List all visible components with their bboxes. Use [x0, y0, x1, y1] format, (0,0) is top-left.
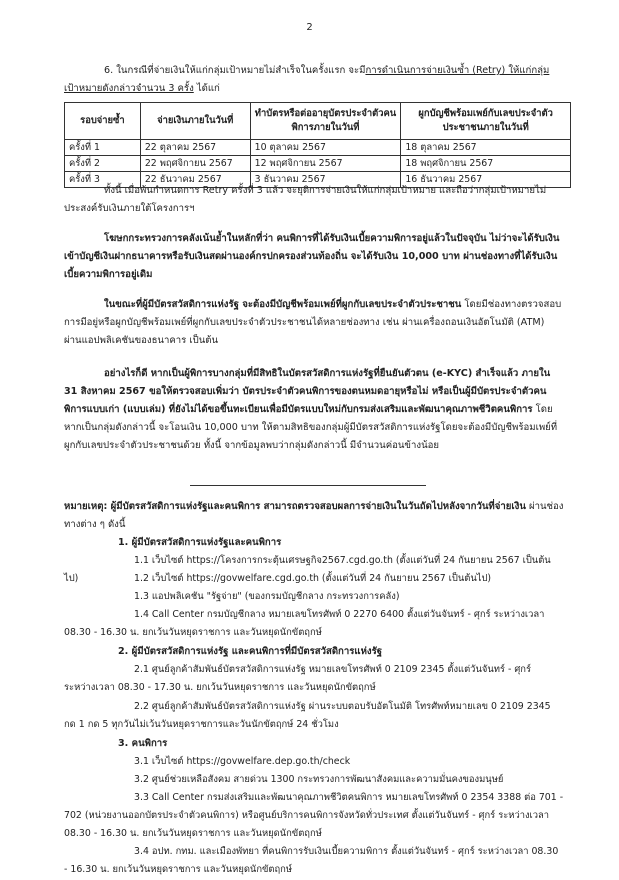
list-item-text: 3.1 เว็บไซต์ https://govwelfare.dep.go.th/check [134, 756, 351, 767]
welfare-card-normal: โดยมีช่องทางตรวจสอบการมีอยู่หรือผูกบัญชีพร้อมเพย์ที่ผูกกับเลขประจำตัวประชาชนได้หลายช่องทาง เช่น ผ่านเครื่องถอนเงินอัตโนมัติ (ATM) ผ่านแอปพลิเคชันของธนาคาร เป็นต้น [64, 299, 562, 346]
table-row [65, 156, 571, 172]
section1-title: 1. ผู้มีบัตรสวัสดิการแห่งรัฐและคนพิการ [118, 537, 282, 548]
table-header-cell: ผูกบัญชีพร้อมเพย์กับเลขประจำตัวประชาชนภายในวันที่ [401, 103, 571, 140]
list-item-text: 3.4 อปท. กทม. และเมืองพัทยา ที่คนพิการรับเงินเบี้ยความพิการ ตั้งแต่วันจันทร์ - ศุกร์ ระหว่างเวลา 08.30 - 16.30 น. ยกเว้นวันหยุดราชการ และวันหยุดนักขัตฤกษ์ [64, 846, 559, 875]
table-cell: 18 ตุลาคม 2567 [401, 140, 571, 156]
retry-schedule-table [64, 102, 571, 188]
table-cell: 12 พฤศจิกายน 2567 [250, 156, 401, 172]
section3-title: 3. คนพิการ [118, 738, 168, 749]
table-header-cell: จ่ายเงินภายในวันที่ [140, 103, 250, 140]
table-cell: 10 ตุลาคม 2567 [250, 140, 401, 156]
list-item-text: 1.1 เว็บไซต์ https://โครงการกระตุ้นเศรษฐกิจ2567.cgd.go.th (ตั้งแต่วันที่ 24 กันยายน 2567 เป็นต้นไป) [64, 555, 551, 584]
page-number: 2 [306, 22, 313, 33]
list-item [64, 588, 564, 606]
retry-intro-suffix: ได้แก่ [193, 83, 220, 94]
list-item-text: 2.1 ศูนย์ลูกค้าสัมพันธ์บัตรสวัสดิการแห่งรัฐ หมายเลขโทรศัพท์ 0 2109 2345 ตั้งแต่วันจันทร์ - ศุกร์ ระหว่างเวลา 08.30 - 17.30 น. ยกเว้นวันหยุดราชการ และวันหยุดนักขัตฤกษ์ [64, 664, 531, 693]
note-paragraph [64, 498, 564, 534]
table-header-cell: รอบจ่ายซ้ำ [65, 103, 141, 140]
table-cell: 16 ธันวาคม 2567 [401, 172, 571, 188]
table-cell: 22 พฤศจิกายน 2567 [140, 156, 250, 172]
list-item [64, 789, 564, 843]
retry-intro-prefix: 6. ในกรณีที่จ่ายเงินให้แก่กลุ่มเป้าหมายไม่สำเร็จในครั้งแรก จะมี [104, 65, 366, 76]
table-cell: 22 ตุลาคม 2567 [140, 140, 250, 156]
table-cell: 18 พฤศจิกายน 2567 [401, 156, 571, 172]
retry-intro [64, 62, 564, 98]
ekyc-bold: อย่างไรก็ดี หากเป็นผู้พิการบางกลุ่มที่มีสิทธิในบัตรสวัสดิการแห่งรัฐที่ยืนยันตัวตน (e-KYC) สำเร็จแล้ว ภายใน 31 สิงหาคม 2567 ขอให้ตรวจสอบเพิ่มว่า บัตรประจำตัวคนพิการของตนหมดอายุหรือไม่ หรือเป็นผู้มีบัตรประจำตัวคนพิการแบบเก่า (แบบเล่ม) ที่ยังไม่ได้ขอขึ้นทะเบียนเพื่อมีบัตรแบบใหม่กับกรมส่งเสริมและพัฒนาคุณภาพชีวิตคนพิการ [64, 368, 551, 415]
list-item-text: 3.3 Call Center กรมส่งเสริมและพัฒนาคุณภาพชีวิตคนพิการ หมายเลขโทรศัพท์ 0 2354 3388 ต่อ 701 - 702 (หน่วยงานออกบัตรประจำตัวคนพิการ) หรือศูนย์บริการคนพิการจังหวัดทั่วประเทศ ตั้งแต่วันจันทร์ - ศุกร์ ระหว่างเวลา 08.30 - 16.30 น. ยกเว้นวันหยุดราชการ และวันหยุดนักขัตฤกษ์ [64, 792, 564, 839]
welfare-card-paragraph [64, 296, 564, 350]
table-header-row [65, 103, 571, 140]
spokesperson-paragraph [64, 230, 564, 284]
section-divider [190, 485, 426, 486]
list-item [64, 606, 564, 642]
table-cell: 22 ธันวาคม 2567 [140, 172, 250, 188]
list-item [64, 661, 564, 697]
ekyc-paragraph [64, 365, 564, 455]
list-item-text: 2.2 ศูนย์ลูกค้าสัมพันธ์บัตรสวัสดิการแห่งรัฐ ผ่านระบบตอบรับอัตโนมัติ โทรศัพท์หมายเลข 0 2109 2345 กด 1 กด 5 ทุกวันไม่เว้นวันหยุดราชการและวันนักขัตฤกษ์ 24 ชั่วโมง [64, 701, 551, 730]
table-header-cell: ทำบัตรหรือต่ออายุบัตรประจำตัวคนพิการภายในวันที่ [250, 103, 401, 140]
table-cell: ครั้งที่ 2 [65, 156, 141, 172]
table-cell: 3 ธันวาคม 2567 [250, 172, 401, 188]
ekyc-normal: โดยหากเป็นกลุ่มดังกล่าวนี้ จะโอนเงิน 10,000 บาท ให้ตามสิทธิของกลุ่มผู้มีบัตรสวัสดิการแห่งรัฐโดยจะต้องมีบัญชีพร้อมเพย์ที่ผูกกับเลขประจำตัวประชาชนด้วย ทั้งนี้ จากข้อมูลพบว่ากลุ่มดังกล่าวนี้ มีจำนวนค่อนข้างน้อย [64, 404, 558, 451]
retry-intro-underlined: การดำเนินการจ่ายเงินซ้ำ (Retry) ให้แก่กลุ่มเป้าหมายดังกล่าวจำนวน 3 ครั้ง [64, 65, 550, 94]
note-bold: หมายเหตุ: ผู้มีบัตรสวัสดิการแห่งรัฐและคนพิการ สามารถตรวจสอบผลการจ่ายเงินในวันถัดไปหลังจากวันที่จ่ายเงิน [64, 501, 526, 512]
welfare-card-bold: ในขณะที่ผู้มีบัตรสวัสดิการแห่งรัฐ จะต้องมีบัญชีพร้อมเพย์ที่ผูกกับเลขประจำตัวประชาชน [104, 299, 462, 310]
table-row [65, 140, 571, 156]
section2-title: 2. ผู้มีบัตรสวัสดิการแห่งรัฐ และคนพิการที่มีบัตรสวัสดิการแห่งรัฐ [118, 646, 383, 657]
list-item-text: 1.3 แอปพลิเคชัน "รัฐจ่าย" (ของกรมบัญชีกลาง กระทรวงการคลัง) [134, 591, 400, 602]
list-item [64, 753, 564, 771]
note-normal: ผ่านช่องทางต่าง ๆ ดังนี้ [64, 501, 564, 530]
retry-conclusion [64, 182, 564, 218]
list-item-text: 3.2 ศูนย์ช่วยเหลือสังคม สายด่วน 1300 กระทรวงการพัฒนาสังคมและความมั่นคงของมนุษย์ [134, 774, 504, 785]
spokesperson-text: โฆษกกระทรวงการคลังเน้นย้ำในหลักที่ว่า คนพิการที่ได้รับเงินเบี้ยความพิการอยู่แล้วในปัจจุบัน ไม่ว่าจะได้รับเงินเข้าบัญชีเงินฝากธนาคารหรือรับเงินสดผ่านองค์กรปกครองส่วนท้องถิ่น จะได้รับเงิน 10,000 บาท ผ่านช่องทางที่ได้รับเงินเบี้ยความพิการอยู่เดิม [64, 233, 560, 280]
list-item [64, 570, 564, 588]
list-item [64, 771, 564, 789]
list-item [64, 843, 564, 879]
list-item-text: 1.2 เว็บไซต์ https://govwelfare.cgd.go.th (ตั้งแต่วันที่ 24 กันยายน 2567 เป็นต้นไป) [134, 573, 492, 584]
list-item [64, 698, 564, 734]
list-item-text: 1.4 Call Center กรมบัญชีกลาง หมายเลขโทรศัพท์ 0 2270 6400 ตั้งแต่วันจันทร์ - ศุกร์ ระหว่างเวลา 08.30 - 16.30 น. ยกเว้นวันหยุดราชการ และวันหยุดนักขัตฤกษ์ [64, 609, 545, 638]
table-cell: ครั้งที่ 1 [65, 140, 141, 156]
table-cell: ครั้งที่ 3 [65, 172, 141, 188]
retry-conclusion-text: ทั้งนี้ เมื่อพ้นกำหนดการ Retry ครั้งที่ 3 แล้ว จะยุติการจ่ายเงินให้แก่กลุ่มเป้าหมาย และถือว่ากลุ่มเป้าหมายไม่ประสงค์รับเงินภายใต้โครงการฯ [64, 185, 547, 214]
